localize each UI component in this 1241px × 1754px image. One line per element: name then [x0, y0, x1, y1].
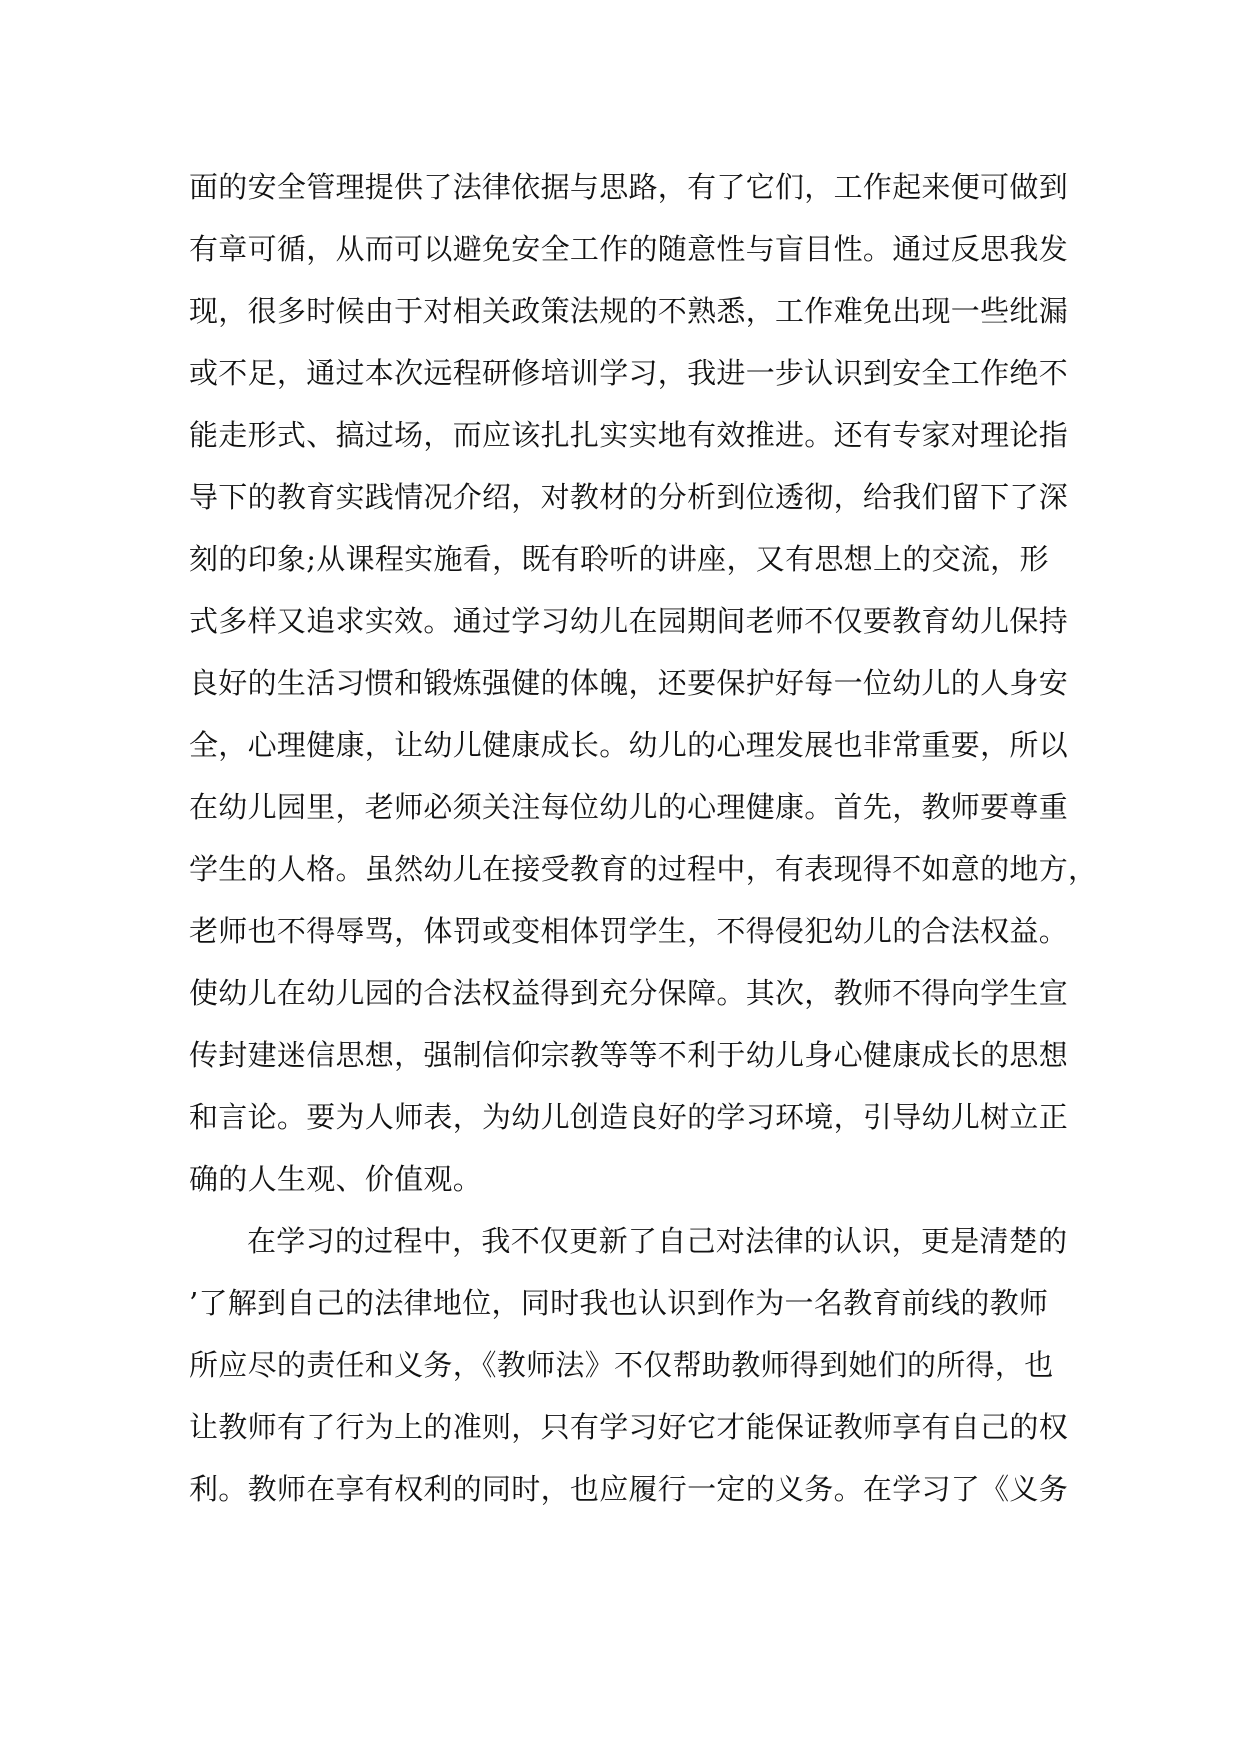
text-line: 利。教师在享有权利的同时，也应履行一定的义务。在学习了《义务 — [189, 1472, 1069, 1506]
text-line: 有章可循，从而可以避免安全工作的随意性与盲目性。通过反思我发 — [189, 232, 1069, 266]
body-text — [189, 156, 1098, 1520]
text-line: 刻的印象;从课程实施看，既有聆听的讲座，又有思想上的交流，形 — [189, 542, 1049, 576]
text-line: 学生的人格。虽然幼儿在接受教育的过程中，有表现得不如意的地方， — [189, 852, 1098, 886]
text-line: 使幼儿在幼儿园的合法权益得到充分保障。其次，教师不得向学生宣 — [189, 976, 1069, 1010]
text-line: 传封建迷信思想，强制信仰宗教等等不利于幼儿身心健康成长的思想 — [189, 1038, 1069, 1072]
text-line: 面的安全管理提供了法律依据与思路，有了它们，工作起来便可做到 — [189, 170, 1069, 204]
text-line: 全，心理健康，让幼儿健康成长。幼儿的心理发展也非常重要，所以 — [189, 728, 1069, 762]
text-line: 式多样又追求实效。通过学习幼儿在园期间老师不仅要教育幼儿保持 — [189, 604, 1069, 638]
text-line: 在幼儿园里，老师必须关注每位幼儿的心理健康。首先，教师要尊重 — [189, 790, 1069, 824]
text-line: 或不足，通过本次远程研修培训学习，我进一步认识到安全工作绝不 — [189, 356, 1069, 390]
text-line: 良好的生活习惯和锻炼强健的体魄，还要保护好每一位幼儿的人身安 — [189, 666, 1069, 700]
text-line: 导下的教育实践情况介绍，对教材的分析到位透彻，给我们留下了深 — [189, 480, 1069, 514]
text-line: 老师也不得辱骂，体罚或变相体罚学生，不得侵犯幼儿的合法权益。 — [189, 914, 1069, 948]
text-line: 让教师有了行为上的准则，只有学习好它才能保证教师享有自己的权 — [189, 1410, 1069, 1444]
text-line: 所应尽的责任和义务，《教师法》不仅帮助教师得到她们的所得，也 — [189, 1348, 1054, 1382]
text-line: 现，很多时候由于对相关政策法规的不熟悉，工作难免出现一些纰漏 — [189, 294, 1069, 328]
paragraph-start-line: 在学习的过程中，我不仅更新了自己对法律的认识，更是清楚的 — [247, 1224, 1068, 1258]
text-line: ’了解到自己的法律地位，同时我也认识到作为一名教育前线的教师 — [189, 1286, 1049, 1320]
text-line: 能走形式、搞过场，而应该扎扎实实地有效推进。还有专家对理论指 — [189, 418, 1069, 452]
text-line: 确的人生观、价值观。 — [189, 1162, 483, 1196]
text-line: 和言论。要为人师表，为幼儿创造良好的学习环境，引导幼儿树立正 — [189, 1100, 1069, 1134]
